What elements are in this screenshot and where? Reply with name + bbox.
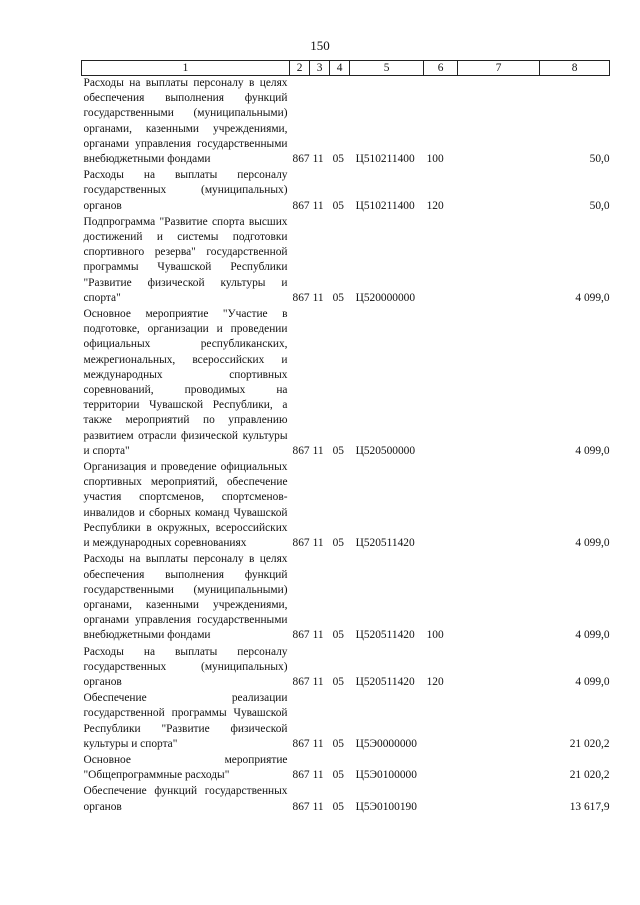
column-7-value <box>458 784 540 815</box>
ministry-code: 867 <box>292 737 310 750</box>
amount-value: 21 020,2 <box>569 769 610 782</box>
expense-description: Основное мероприятие "Общепрограммные расходы" <box>83 753 288 782</box>
column-header-8: 8 <box>540 61 610 76</box>
amount-value: 4 099,0 <box>575 629 610 642</box>
expense-description: Расходы на выплаты персоналу государственных (муниципальных) органов <box>83 169 288 212</box>
expense-description: Обеспечение функций государственных органов <box>83 785 288 813</box>
target-article-code: Ц5Э0100190 <box>355 800 417 813</box>
subsection-code: 05 <box>332 629 344 642</box>
ministry-code: 867 <box>292 675 310 688</box>
amount-value: 50,0 <box>589 199 610 212</box>
target-article-code: Ц520511420 <box>355 629 415 642</box>
ministry-code: 867 <box>292 199 310 212</box>
target-article-code: Ц5Э0100000 <box>355 769 417 782</box>
subsection-code: 05 <box>332 199 344 212</box>
amount-value: 13 617,9 <box>569 800 610 813</box>
expense-type-code <box>424 753 458 784</box>
expense-description: Организация и проведение официальных спортивных мероприятий, обеспечение участия спортсменов, спортсменов-инвалидов и сборных команд Чувашской Республики в окружных, всероссийских и международных соревнованиях <box>83 461 288 550</box>
target-article-code: Ц510211400 <box>355 153 415 166</box>
table-row <box>82 307 610 460</box>
section-code: 11 <box>312 737 324 750</box>
amount-value: 50,0 <box>589 153 610 166</box>
target-article-code: Ц5Э0000000 <box>355 737 417 750</box>
column-7-value <box>458 552 540 644</box>
subsection-code: 05 <box>332 737 344 750</box>
expense-type-code <box>424 691 458 753</box>
expense-description: Расходы на выплаты персоналу в целях обеспечения выполнения функций государственными (муниципальными) органами, казенными учреждениями, органами управления государственными внебюджетными фондами <box>83 77 288 166</box>
section-code: 11 <box>312 444 324 457</box>
table-row <box>82 460 610 552</box>
table-row <box>82 645 610 692</box>
ministry-code: 867 <box>292 291 310 304</box>
column-7-value <box>458 753 540 784</box>
ministry-code: 867 <box>292 537 310 550</box>
column-7-value <box>458 76 540 169</box>
column-header-5: 5 <box>350 61 424 76</box>
expense-type-code: 120 <box>426 675 444 688</box>
amount-value: 4 099,0 <box>575 675 610 688</box>
column-7-value <box>458 307 540 460</box>
table-row <box>82 753 610 784</box>
column-header-2: 2 <box>290 61 310 76</box>
amount-value: 4 099,0 <box>575 537 610 550</box>
target-article-code: Ц520500000 <box>355 444 416 457</box>
subsection-code: 05 <box>332 537 344 550</box>
section-code: 11 <box>312 199 324 212</box>
amount-value: 21 020,2 <box>569 737 610 750</box>
column-header-6: 6 <box>424 61 458 76</box>
page-number: 150 <box>310 38 330 53</box>
amount-value: 4 099,0 <box>575 291 610 304</box>
table-row <box>82 215 610 307</box>
target-article-code: Ц520511420 <box>355 537 415 550</box>
expense-description: Обеспечение реализации государственной программы Чувашской Республики "Развитие физической культуры и спорта" <box>83 692 288 750</box>
ministry-code: 867 <box>292 153 310 166</box>
expense-description: Основное мероприятие "Участие в подготовке, организации и проведении официальных республиканских, межрегиональных, всероссийских и международных спортивных соревнований, проводимых на территории Чувашской Республики, а также мероприятий по управлению развитием отрасли физической культуры и спорта" <box>83 308 288 457</box>
ministry-code: 867 <box>292 444 310 457</box>
target-article-code: Ц520511420 <box>355 675 415 688</box>
column-7-value <box>458 215 540 307</box>
column-7-value <box>458 168 540 215</box>
column-7-value <box>458 691 540 753</box>
ministry-code: 867 <box>292 769 310 782</box>
subsection-code: 05 <box>332 800 344 813</box>
expense-type-code: 120 <box>426 199 444 212</box>
table-row <box>82 552 610 644</box>
expense-description: Расходы на выплаты персоналу государственных (муниципальных) органов <box>83 645 288 688</box>
column-header-1: 1 <box>82 61 290 76</box>
subsection-code: 05 <box>332 444 344 457</box>
column-7-value <box>458 460 540 552</box>
budget-table <box>81 60 610 816</box>
expense-type-code: 100 <box>426 629 444 642</box>
table-row <box>82 691 610 753</box>
subsection-code: 05 <box>332 291 344 304</box>
section-code: 11 <box>312 153 324 166</box>
subsection-code: 05 <box>332 675 344 688</box>
ministry-code: 867 <box>292 629 310 642</box>
column-number-header-row <box>82 61 610 76</box>
column-header-3: 3 <box>310 61 330 76</box>
expense-type-code <box>424 784 458 815</box>
subsection-code: 05 <box>332 769 344 782</box>
section-code: 11 <box>312 675 324 688</box>
expense-description: Подпрограмма "Развитие спорта высших достижений и системы подготовки спортивного резерва" государственной программы Чувашской Республики "Развитие физической культуры и спорта" <box>83 215 288 304</box>
section-code: 11 <box>312 769 324 782</box>
expense-type-code <box>424 307 458 460</box>
section-code: 11 <box>312 800 324 813</box>
expense-description: Расходы на выплаты персоналу в целях обеспечения выполнения функций государственными (муниципальными) органами, казенными учреждениями, органами управления государственными внебюджетными фондами <box>83 553 288 642</box>
subsection-code: 05 <box>332 153 344 166</box>
expense-type-code <box>424 215 458 307</box>
target-article-code: Ц520000000 <box>355 291 416 304</box>
amount-value: 4 099,0 <box>575 444 610 457</box>
target-article-code: Ц510211400 <box>355 199 415 212</box>
ministry-code: 867 <box>292 800 310 813</box>
column-7-value <box>458 645 540 692</box>
table-row <box>82 168 610 215</box>
table-row <box>82 784 610 815</box>
column-header-4: 4 <box>330 61 350 76</box>
expense-type-code: 100 <box>426 153 444 166</box>
column-header-7: 7 <box>458 61 540 76</box>
section-code: 11 <box>312 629 324 642</box>
expense-type-code <box>424 460 458 552</box>
section-code: 11 <box>312 291 324 304</box>
section-code: 11 <box>312 537 324 550</box>
table-row <box>82 76 610 169</box>
